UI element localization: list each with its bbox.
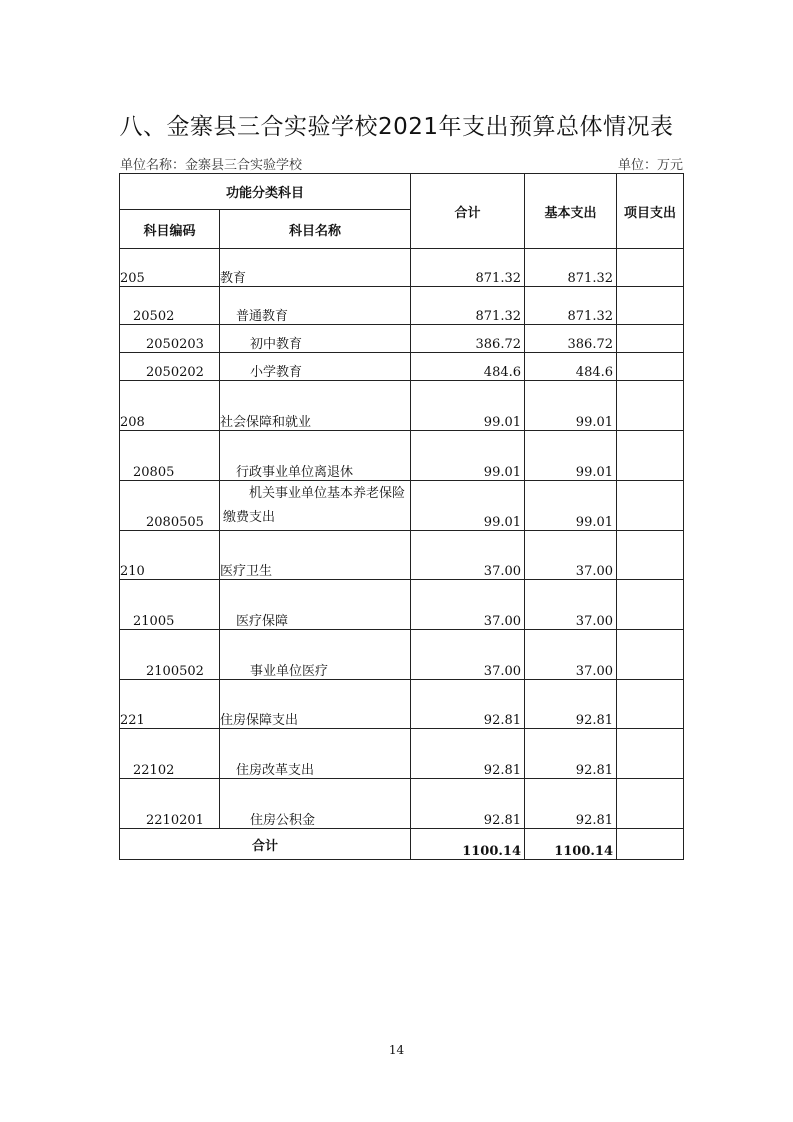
row-project (617, 287, 684, 325)
row-name: 医疗卫生 (220, 531, 411, 580)
total-label: 合计 (120, 829, 411, 860)
currency-unit: 单位：万元 (617, 158, 683, 173)
row-basic: 92.81 (525, 680, 617, 729)
row-code: 2050202 (120, 353, 220, 381)
table-row (120, 249, 684, 287)
row-total: 386.72 (411, 325, 525, 353)
row-code: 2050203 (120, 325, 220, 353)
row-basic: 92.81 (525, 779, 617, 829)
row-total: 92.81 (411, 779, 525, 829)
row-project (617, 580, 684, 630)
row-code: 22102 (120, 729, 220, 779)
row-project (617, 680, 684, 729)
row-total: 871.32 (411, 287, 525, 325)
table-row (120, 481, 684, 531)
row-total: 99.01 (411, 431, 525, 481)
row-name: 行政事业单位离退休 (220, 431, 411, 481)
header-project: 项目支出 (617, 174, 684, 249)
row-total: 484.6 (411, 353, 525, 381)
unit-name: 单位名称：金寨县三合实验学校 (120, 158, 303, 173)
header-name: 科目名称 (220, 210, 411, 249)
row-total: 92.81 (411, 680, 525, 729)
page-number: 14 (388, 1043, 405, 1057)
total-basic: 1100.14 (525, 829, 617, 860)
table-row (120, 431, 684, 481)
row-project (617, 531, 684, 580)
row-code: 208 (120, 381, 220, 431)
total-row (120, 829, 684, 860)
row-basic: 37.00 (525, 531, 617, 580)
row-project (617, 325, 684, 353)
header-row (120, 174, 684, 210)
row-name: 机关事业单位基本养老保险缴费支出 (220, 481, 411, 531)
header-basic: 基本支出 (525, 174, 617, 249)
total-sum: 1100.14 (411, 829, 525, 860)
row-name: 教育 (220, 249, 411, 287)
row-basic: 37.00 (525, 630, 617, 680)
row-basic: 386.72 (525, 325, 617, 353)
row-project (617, 249, 684, 287)
row-total: 37.00 (411, 630, 525, 680)
row-basic: 871.32 (525, 287, 617, 325)
row-total: 92.81 (411, 729, 525, 779)
row-project (617, 729, 684, 779)
row-total: 99.01 (411, 481, 525, 531)
table-row (120, 729, 684, 779)
row-code: 210 (120, 531, 220, 580)
row-basic: 484.6 (525, 353, 617, 381)
row-code: 221 (120, 680, 220, 729)
row-code: 2210201 (120, 779, 220, 829)
table-row (120, 779, 684, 829)
row-total: 99.01 (411, 381, 525, 431)
row-name: 普通教育 (220, 287, 411, 325)
row-basic: 99.01 (525, 431, 617, 481)
row-name: 住房改革支出 (220, 729, 411, 779)
row-project (617, 431, 684, 481)
row-code: 20502 (120, 287, 220, 325)
row-code: 2100502 (120, 630, 220, 680)
row-basic: 37.00 (525, 580, 617, 630)
row-name: 住房公积金 (220, 779, 411, 829)
table-row (120, 287, 684, 325)
row-name: 社会保障和就业 (220, 381, 411, 431)
row-project (617, 630, 684, 680)
row-code: 2080505 (120, 481, 220, 531)
row-code: 205 (120, 249, 220, 287)
header-total: 合计 (411, 174, 525, 249)
table-row (120, 580, 684, 630)
row-name: 初中教育 (220, 325, 411, 353)
row-basic: 99.01 (525, 481, 617, 531)
row-total: 37.00 (411, 531, 525, 580)
page-title: 八、金寨县三合实验学校2021年支出预算总体情况表 (119, 114, 674, 140)
row-name: 事业单位医疗 (220, 630, 411, 680)
row-project (617, 481, 684, 531)
total-project (617, 829, 684, 860)
header-code: 科目编码 (120, 210, 220, 249)
row-basic: 92.81 (525, 729, 617, 779)
row-name: 小学教育 (220, 353, 411, 381)
row-project (617, 381, 684, 431)
row-code: 21005 (120, 580, 220, 630)
row-code: 20805 (120, 431, 220, 481)
row-basic: 99.01 (525, 381, 617, 431)
table-row (120, 353, 684, 381)
table-row (120, 680, 684, 729)
row-name: 医疗保障 (220, 580, 411, 630)
row-basic: 871.32 (525, 249, 617, 287)
header-group: 功能分类科目 (120, 174, 411, 210)
row-name: 住房保障支出 (220, 680, 411, 729)
table-row (120, 531, 684, 580)
table-row (120, 381, 684, 431)
row-project (617, 353, 684, 381)
row-total: 871.32 (411, 249, 525, 287)
table-row (120, 630, 684, 680)
budget-table (119, 173, 684, 860)
table-row (120, 325, 684, 353)
row-project (617, 779, 684, 829)
row-total: 37.00 (411, 580, 525, 630)
